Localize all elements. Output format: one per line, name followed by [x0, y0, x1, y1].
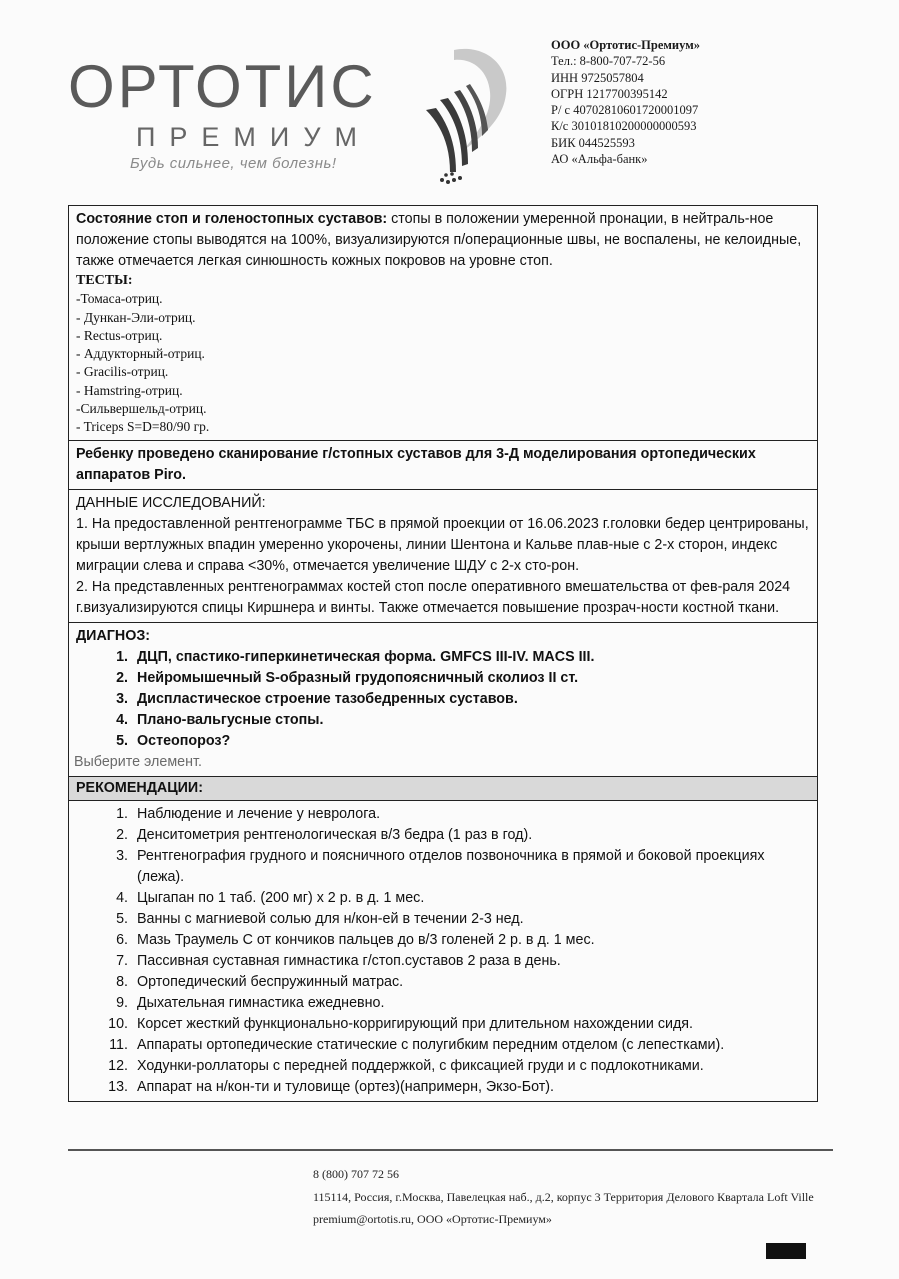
company-ogrn: ОГРН 1217700395142 [551, 86, 668, 101]
recommendation-item: 9. Дыхательная гимнастика ежедневно. [116, 994, 385, 1011]
recommendations-list [76, 804, 810, 1098]
diagnosis-item: 3. Диспластическое строение тазобедренных суставов. [116, 690, 518, 707]
feet-paragraph [76, 209, 810, 272]
diagnosis-item: 5. Остеопороз? [116, 732, 231, 749]
document-table [68, 205, 818, 1102]
recommendation-item: 5. Ванны с магниевой солью для н/кон-ей в течении 2-3 нед. [116, 910, 524, 927]
company-name: ООО «Ортотис-Премиум» [551, 38, 700, 52]
test-item: - Gracilis-отриц. [76, 364, 169, 380]
recommendation-item: 1. Наблюдение и лечение у невролога. [116, 805, 381, 822]
footer-email: premium@ortotis.ru, ООО «Ортотис-Премиум» [313, 1212, 552, 1226]
tests-list [76, 290, 810, 436]
company-bank: АО «Альфа-банк» [551, 152, 648, 167]
footer-phone: 8 (800) 707 72 56 [313, 1167, 399, 1181]
test-item: - Дункан-Эли-отриц. [76, 309, 196, 325]
scan-section: Ребенку проведено сканирование г/стопных суставов для 3-Д моделирования ортопедических аппаратов Piro. [69, 441, 817, 490]
diagnosis-section [69, 623, 817, 777]
recommendation-item: 7. Пассивная суставная гимнастика г/стоп.суставов 2 раза в день. [116, 952, 561, 969]
footer-address: 115114, Россия, г.Москва, Павелецкая наб., д.2, корпус 3 Территория Делового Квартала Loft Ville [313, 1189, 814, 1204]
diagnosis-list [76, 647, 810, 752]
company-phone: Тел.: 8-800-707-72-56 [551, 54, 666, 69]
recommendations-title: РЕКОМЕНДАЦИИ: [69, 777, 817, 801]
logo-wordmark: ОРТОТИС [68, 53, 377, 120]
test-item: - Аддукторный-отриц. [76, 346, 205, 362]
company-inn: ИНН 9725057804 [551, 70, 644, 85]
recommendation-item: 3. Рентгенография грудного и поясничного отделов позвоночника в прямой и боковой проекциях (лежа). [116, 847, 765, 885]
test-item: - Triceps S=D=80/90 гр. [76, 419, 210, 435]
recommendation-item: 10. Корсет жесткий функционально-корригирующий при длительном нахождении сидя. [108, 1015, 694, 1032]
company-corr-account: К/с 30101810200000000593 [551, 119, 697, 134]
research-section [69, 490, 817, 623]
recommendations-section [69, 801, 817, 1102]
feet-section [69, 206, 817, 441]
feet-text: стопы в положении умеренной пронации, в нейтраль-ное положение стопы выводятся на 100%, визуализируются п/операционные швы, не воспалены, не келоидные, также отмечается легкая синюшность кожных покровов на уровне стоп. [76, 211, 802, 269]
company-account: Р/ с 40702810601720001097 [551, 103, 699, 118]
diagnosis-item: 1. ДЦП, спастико-гиперкинетическая форма. GMFCS III-IV. MACS III. [116, 648, 595, 665]
recommendation-item: 4. Цыгапан по 1 таб. (200 мг) х 2 р. в д. 1 мес. [116, 889, 425, 906]
logo-slogan: Будь сильнее, чем болезнь! [130, 155, 337, 172]
company-bik: БИК 044525593 [551, 135, 635, 150]
diagnosis-item: 4. Плано-вальгусные стопы. [116, 711, 324, 728]
recommendation-item: 11. Аппараты ортопедические статические с полугибким передним отделом (с лепестками). [109, 1036, 725, 1053]
element-placeholder[interactable]: Выберите элемент. [74, 753, 202, 770]
diagnosis-item: 2. Нейромышечный S-образный грудопоясничный сколиоз II ст. [116, 669, 579, 686]
test-item: - Hamstring-отриц. [76, 382, 183, 398]
logo-subtitle: ПРЕМИУМ [136, 122, 371, 152]
scan-corner-mark [766, 1243, 806, 1259]
test-item: - Rectus-отриц. [76, 327, 163, 343]
wing-logo-icon [406, 40, 516, 190]
recommendation-item: 13. Аппарат на н/кон-ти и туловище (ортез)(напримерн, Экзо-Бот). [108, 1078, 555, 1095]
research-item: 2. На представленных рентгенограммах костей стоп после оперативного вмешательства от фев-раля 2024 г.визуализируются спицы Киршнера и винты. Также отмечается повышение прозрач-ности костной ткани. [76, 578, 791, 616]
recommendation-item: 8. Ортопедический беспружинный матрас. [116, 973, 404, 990]
recommendation-item: 2. Денситометрия рентгенологическая в/3 бедра (1 раз в год). [116, 826, 533, 843]
feet-label: Состояние стоп и голеностопных суставов: [76, 211, 388, 227]
recommendation-item: 12. Ходунки-роллаторы с передней поддержкой, с фиксацией груди и с подлокотниками. [108, 1057, 704, 1074]
test-item: -Томаса-отриц. [76, 291, 163, 307]
test-item: -Сильвершельд-отриц. [76, 401, 207, 417]
tests-title: ТЕСТЫ: [76, 273, 133, 288]
diagnosis-title: ДИАГНОЗ: [76, 627, 151, 644]
research-title: ДАННЫЕ ИССЛЕДОВАНИЙ: [76, 494, 266, 511]
footer [313, 1163, 814, 1231]
footer-divider [68, 1149, 833, 1151]
recommendation-item: 6. Мазь Траумель С от кончиков пальцев до в/3 голеней 2 р. в д. 1 мес. [116, 931, 595, 948]
research-item: 1. На предоставленной рентгенограмме ТБС в прямой проекции от 16.06.2023 г.головки бедер центрированы, крыши вертлужных впадин умеренно укорочены, линии Шентона и Кальве плав-ные с 2-х сторон, индекс миграции слева и справа <30%, отмечается увеличение ШДУ с 2-х сто-рон. [76, 515, 809, 574]
company-info [551, 37, 700, 167]
